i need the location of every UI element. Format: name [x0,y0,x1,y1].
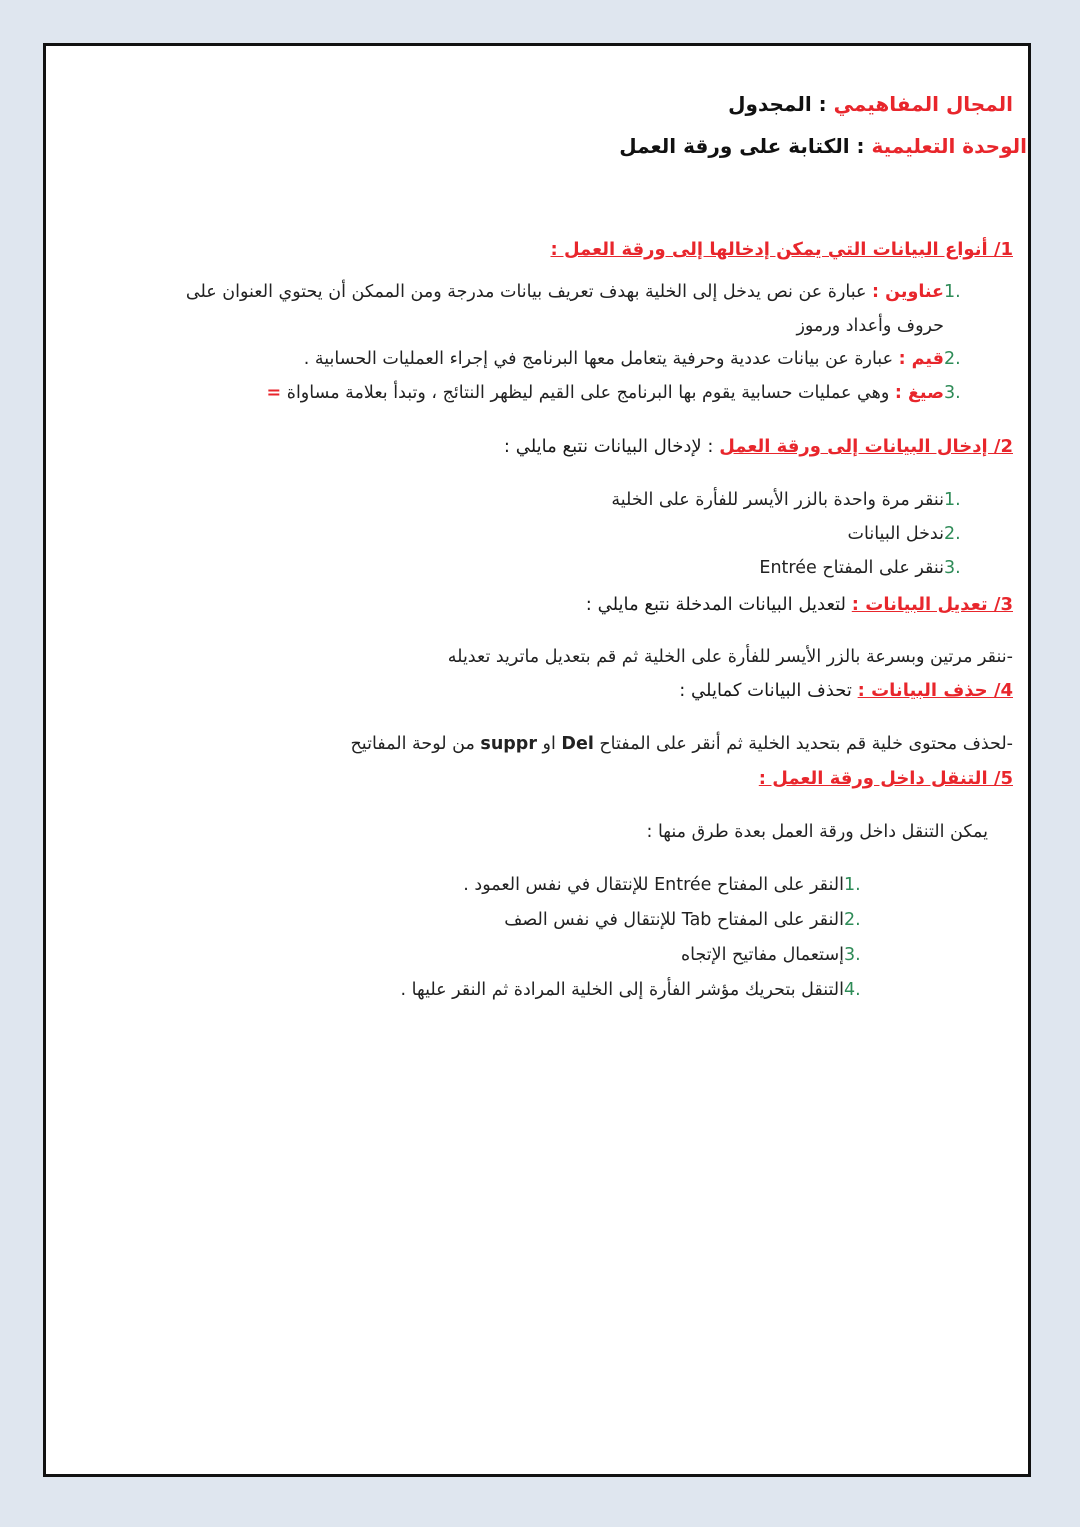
section5-intro: يمكن التنقل داخل ورقة العمل بعدة طرق منها : [646,822,988,842]
equals-symbol: = [266,383,282,403]
term-label: صيغ : [894,383,944,403]
section2-heading-line [504,436,1013,457]
list-number: .4 [844,980,861,1000]
domain-value: المجدول [728,92,812,116]
list-number: .1 [944,282,961,302]
section3-heading: 3/ تعديل البيانات : [851,594,1013,615]
section4-heading-line [679,680,1013,701]
item-text: التنقل بتحريك مؤشر الفأرة إلى الخلية المرادة ثم النقر عليها . [400,980,844,1000]
section3-heading-line [586,594,1013,615]
section4-body [351,734,1014,754]
section1-item-1 [186,282,970,302]
domain-label: المجال المفاهيمي [833,92,1013,116]
section4-body-text-b: او [536,734,562,754]
del-key: Del [561,734,594,754]
list-number: .2 [944,524,961,544]
section5-heading: 5/ التنقل داخل ورقة العمل : [758,768,1013,789]
list-number: .2 [844,910,861,930]
item-text: عبارة عن بيانات عددية وحرفية يتعامل معها البرنامج في إجراء العمليات الحسابية . [303,349,899,369]
section5-item-4 [401,980,870,1000]
section5-item-1 [463,875,870,895]
unit-value: الكتابة على ورقة العمل [619,134,850,158]
term-label: قيم : [898,349,944,369]
section4-body-text-a: -لحذف محتوى خلية قم بتحديد الخلية ثم أنقر على المفتاح [593,734,1013,754]
domain-separator: : [811,92,834,116]
unit-separator: : [849,134,872,158]
unit-label: الوحدة التعليمية [871,134,1027,158]
section2-intro: : لإدخال البيانات نتبع مايلي : [503,436,720,457]
section1-item-3 [267,383,970,403]
item-text: ننقر على المفتاح Entrée [759,558,944,578]
list-number: .1 [844,875,861,895]
item-text: ننقر مرة واحدة بالزر الأيسر للفأرة على الخلية [611,490,944,510]
section5-item-2 [504,910,870,930]
section2-heading: 2/ إدخال البيانات إلى ورقة العمل [719,436,1013,457]
item-text: النقر على المفتاح Tab للإنتقال في نفس الصف [504,910,844,930]
section2-item-3 [759,558,970,578]
section1-item-1-continuation: حروف وأعداد ورموز [796,316,944,336]
section1-heading: 1/ أنواع البيانات التي يمكن إدخالها إلى ورقة العمل : [550,239,1013,260]
section3-intro: لتعديل البيانات المدخلة نتبع مايلي : [585,594,852,615]
section3-body: -ننقر مرتين وبسرعة بالزر الأيسر للفأرة على الخلية ثم قم بتعديل ماتريد تعديله [447,647,1013,667]
section2-item-1 [611,490,970,510]
section4-intro: تحذف البيانات كمايلي : [679,680,858,701]
item-text: وهي عمليات حسابية يقوم بها البرنامج على القيم ليظهر النتائج ، وتبدأ بعلامة مساواة [281,383,895,403]
domain-line [728,92,1013,116]
document-page [43,43,1031,1477]
item-text: النقر على المفتاح Entrée للإنتقال في نفس العمود . [463,875,844,895]
section1-item-2 [304,349,970,369]
suppr-key: suppr [480,734,537,754]
term-label: عناوين : [872,282,944,302]
item-text: عبارة عن نص يدخل إلى الخلية بهدف تعريف بيانات مدرجة ومن الممكن أن يحتوي العنوان على [185,282,873,302]
item-text: إستعمال مفاتيح الإتجاه [680,945,844,965]
section2-item-2 [848,524,970,544]
list-number: .3 [944,558,961,578]
section4-body-text-c: من لوحة المفاتيح [350,734,481,754]
item-text: ندخل البيانات [847,524,944,544]
section4-heading: 4/ حذف البيانات : [857,680,1013,701]
list-number: .2 [944,349,961,369]
list-number: .3 [844,945,861,965]
list-number: .3 [944,383,961,403]
unit-line [619,134,1027,158]
list-number: .1 [944,490,961,510]
section5-item-3 [681,945,870,965]
